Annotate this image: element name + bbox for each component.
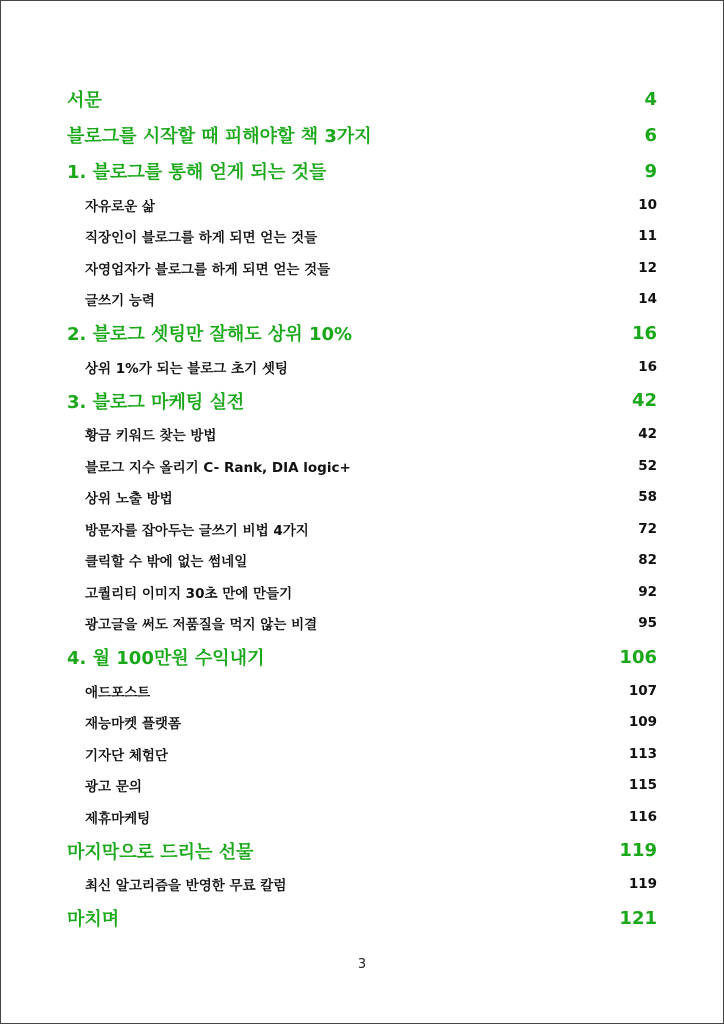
- toc-section-entry: [67, 419, 657, 451]
- toc-entry-title: 광고글을 써도 저품질을 먹지 않는 비결: [85, 617, 318, 634]
- toc-section-entry: [67, 770, 657, 802]
- toc-entry-page-number: 52: [638, 457, 657, 474]
- toc-entry-page-number: 12: [638, 259, 657, 276]
- toc-entry-title: 1. 블로그를 통해 얻게 되는 것들: [67, 162, 327, 183]
- toc-section-entry: [67, 707, 657, 739]
- toc-entry-title: 서문: [67, 90, 102, 111]
- toc-section-entry: [67, 576, 657, 608]
- toc-entry-title: 상위 노출 방법: [85, 491, 173, 508]
- toc-entry-page-number: 14: [638, 291, 657, 308]
- toc-entry-title: 방문자를 잡아두는 글쓰기 비법 4가지: [85, 522, 309, 539]
- toc-section-entry: [67, 513, 657, 545]
- toc-chapter-entry: [67, 153, 657, 189]
- toc-chapter-entry: [67, 383, 657, 419]
- toc-chapter-entry: [67, 117, 657, 153]
- toc-section-entry: [67, 450, 657, 482]
- toc-entry-title: 3. 블로그 마케팅 실전: [67, 391, 245, 413]
- toc-entry-title: 블로그를 시작할 때 피해야할 책 3가지: [67, 126, 372, 147]
- toc-entry-page-number: 113: [628, 745, 657, 762]
- toc-entry-page-number: 6: [644, 124, 657, 146]
- toc-entry-title: 제휴마케팅: [85, 810, 151, 827]
- toc-entry-title: 광고 문의: [85, 779, 142, 796]
- toc-section-entry: [67, 869, 657, 901]
- toc-entry-page-number: 58: [638, 489, 657, 506]
- toc-entry-title: 블로그 지수 올리기 C- Rank, DIA logic+: [85, 459, 351, 476]
- toc-section-entry: [67, 252, 657, 284]
- toc-entry-page-number: 16: [638, 358, 657, 375]
- toc-entry-page-number: 11: [638, 228, 657, 245]
- toc-section-entry: [67, 284, 657, 316]
- toc-entry-title: 상위 1%가 되는 블로그 초기 셋팅: [85, 360, 288, 377]
- toc-entry-title: 최신 알고리즘을 반영한 무료 칼럼: [85, 878, 287, 895]
- toc-entry-title: 자영업자가 블로그를 하게 되면 얻는 것들: [85, 261, 331, 278]
- toc-section-entry: [67, 675, 657, 707]
- toc-entry-title: 기자단 체험단: [85, 747, 168, 764]
- toc-entry-title: 클릭할 수 밖에 없는 썸네일: [85, 554, 248, 571]
- toc-entry-title: 황금 키워드 찾는 방법: [85, 428, 217, 445]
- toc-entry-page-number: 16: [631, 322, 657, 344]
- toc-section-entry: [67, 738, 657, 770]
- toc-entry-page-number: 119: [628, 876, 657, 893]
- toc-entry-page-number: 119: [619, 840, 657, 861]
- toc-entry-page-number: 109: [628, 714, 657, 731]
- toc-entry-title: 직장인이 블로그를 하게 되면 얻는 것들: [85, 230, 318, 247]
- toc-entry-title: 4. 월 100만원 수익내기: [67, 648, 265, 669]
- page-number: 3: [357, 957, 367, 972]
- toc-entry-page-number: 95: [638, 615, 657, 632]
- toc-chapter-entry: [67, 81, 657, 117]
- toc-section-entry: [67, 482, 657, 514]
- toc-entry-page-number: 106: [619, 646, 657, 668]
- toc-section-entry: [67, 545, 657, 577]
- toc-entry-page-number: 42: [631, 390, 657, 411]
- toc-chapter-entry: [67, 833, 657, 869]
- table-of-contents: [67, 81, 657, 936]
- toc-entry-title: 글쓰기 능력: [85, 293, 155, 310]
- toc-entry-page-number: 115: [628, 777, 657, 794]
- toc-entry-page-number: 9: [644, 160, 657, 182]
- toc-entry-title: 2. 블로그 셋팅만 잘해도 상위 10%: [67, 324, 353, 345]
- toc-section-entry: [67, 221, 657, 253]
- toc-chapter-entry: [67, 900, 657, 936]
- toc-chapter-entry: [67, 639, 657, 675]
- toc-section-entry: [67, 351, 657, 383]
- toc-entry-page-number: 10: [638, 196, 657, 213]
- toc-entry-title: 재능마켓 플랫폼: [85, 716, 181, 733]
- toc-entry-page-number: 92: [638, 583, 657, 600]
- toc-entry-page-number: 121: [619, 907, 657, 929]
- toc-section-entry: [67, 189, 657, 221]
- toc-section-entry: [67, 608, 657, 640]
- toc-entry-title: 자유로운 삶: [85, 198, 155, 215]
- toc-section-entry: [67, 801, 657, 833]
- toc-entry-page-number: 116: [628, 808, 657, 825]
- toc-entry-title: 고퀄리티 이미지 30초 만에 만들기: [85, 585, 293, 602]
- toc-chapter-entry: [67, 315, 657, 351]
- toc-entry-page-number: 42: [638, 426, 657, 443]
- toc-entry-page-number: 107: [628, 682, 657, 699]
- toc-entry-title: 마지막으로 드리는 선물: [67, 841, 254, 863]
- toc-entry-page-number: 4: [644, 88, 657, 110]
- toc-entry-title: 애드포스트: [85, 684, 151, 701]
- toc-entry-page-number: 82: [638, 552, 657, 569]
- toc-entry-page-number: 72: [638, 520, 657, 537]
- toc-entry-title: 마치며: [67, 909, 120, 930]
